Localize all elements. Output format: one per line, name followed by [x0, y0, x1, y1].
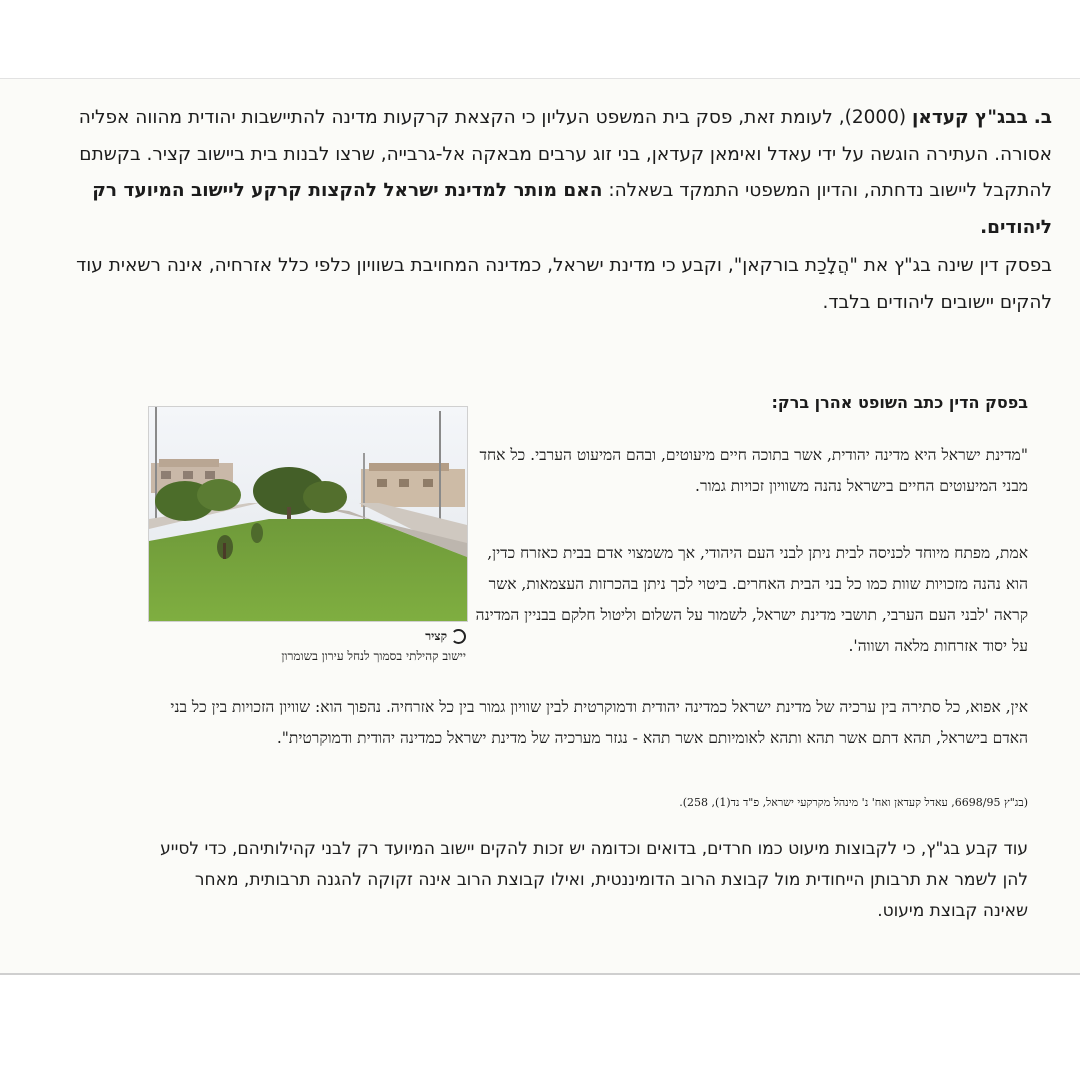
quote-paragraph-2: אמת, מפתח מיוחד לכניסה לבית ניתן לבני העם היהודי, אך משמצוי אדם בבית כאזרח כדין, הוא נהנה מזכויות שוות כמו כל בני הבית האחרים. ביטוי לכך ניתן בהכרזות העצמאות, אשר קראה 'לבני העם הערבי, תושבי מדינת ישראל, לשמור על השלום וליטול חלקם בבניין המדינה על יסוד אזרחות מלאה ושווה'.: [475, 544, 1028, 655]
closing-paragraph: עוד קבע בג"ץ, כי לקבוצות מיעוט כמו חרדים, בדואים וכדומה יש זכות להקים יישוב המיועד רק לבני קהילותיהם, כדי לסייע להן לשמר את תרבותן הייחודית מול קבוצת הרוב הדומיננטית, ואילו קבוצת הרוב אינה זקוקה להגנה תרבותית, מאחר שאינה קבוצת מיעוט.: [160, 839, 1028, 921]
legal-question: האם מותר למדינת ישראל להקצות קרקע ליישוב המיועד רק ליהודים.: [92, 180, 1052, 238]
section-label: ב.: [1033, 107, 1052, 128]
camera-icon: [451, 629, 466, 644]
case-name: בבג"ץ קעדאן: [912, 107, 1028, 128]
quote-paragraph-1: "מדינת ישראל היא מדינה יהודית, אשר בתוכה חיים מיעוטים, ובהם המיעוט הערבי. כל אחד מבני המיעוטים החיים בישראל נהנה משוויון זכויות גמור.: [479, 446, 1028, 495]
section-b-paragraph: [28, 100, 1052, 246]
village-street-illustration: [149, 407, 467, 621]
intro-text: , לעומת זאת, פסק בית המשפט העליון כי הקצאת קרקעות מדינה להתיישבות יהודית מהווה אפליה אסורה. העתירה הוגשה על ידי עאדל ואימאן קעדאן, בני זוג ערבים מבאקה אל-גרבייה, שרצו לבנות בית ביישוב קציר. בקשתם להתקבל ליישוב נדחתה, והדיון המשפטי התמקד בשאלה:: [78, 107, 1052, 201]
quote-paragraph-3: אין, אפוא, כל סתירה בין ערכיה של מדינת ישראל כמדינה יהודית ודמוקרטית לבין שוויון גמור בין כל אזרחיה. נהפוך הוא: שוויון הזכויות בין כל בני האדם בישראל, תהא דתם אשר תהא ותהא לאומיותם אשר תהא - נגזר מערכיה של מדינת ישראל כמדינה יהודית ודמוקרטית".: [170, 698, 1028, 747]
quote-heading: בפסק הדין כתב השופט אהרן ברק:: [771, 393, 1028, 412]
katzir-photo: [148, 406, 468, 622]
caption-text: יישוב קהילתי בסמוך לנחל עירון בשומרון: [281, 649, 466, 663]
photo-caption: [150, 626, 466, 666]
case-year: (2000): [844, 107, 907, 128]
caption-prefix: קציר: [425, 629, 447, 643]
quote-citation: (בג"ץ 6698/95, עאדל קעדאן ואח' נ' מינהל מקרקעי ישראל, פ"ד נד(1), 258).: [679, 796, 1028, 809]
ruling-paragraph: בפסק דין שינה בג"ץ את "הֲלָכַת בורקאן", וקבע כי מדינת ישראל, כמדינה המחויבת בשוויון כלפי כלל אזרחיה, אינה רשאית עוד להקים יישובים ליהודים בלבד.: [76, 255, 1052, 313]
